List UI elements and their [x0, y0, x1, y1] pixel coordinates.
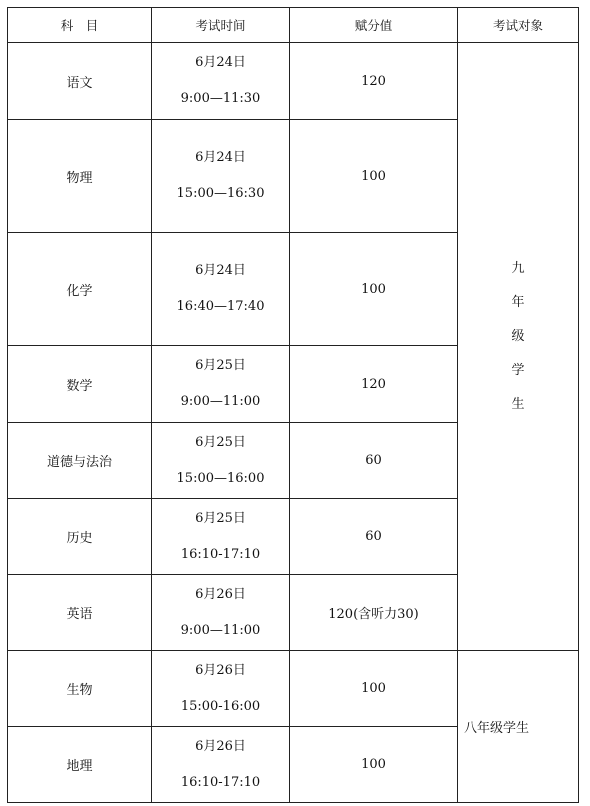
time-cell — [152, 651, 290, 727]
header-exam-time: 考试时间 — [152, 8, 290, 43]
score-cell: 100 — [290, 651, 458, 727]
exam-time: 15:00—16:00 — [176, 470, 265, 486]
exam-time: 16:40—17:40 — [176, 299, 265, 314]
time-cell — [152, 120, 290, 233]
subject-cell: 生物 — [8, 651, 152, 727]
score-cell: 60 — [290, 423, 458, 499]
table-row — [8, 43, 579, 120]
exam-date: 6月26日 — [195, 738, 246, 754]
score-cell: 100 — [290, 233, 458, 346]
target-cell-grade8: 八年级学生 — [458, 651, 579, 803]
subject-cell: 历史 — [8, 499, 152, 575]
exam-date: 6月25日 — [195, 434, 246, 450]
exam-time: 9:00—11:30 — [180, 91, 261, 106]
target-char: 学 — [511, 362, 525, 378]
exam-time: 9:00—11:00 — [180, 394, 261, 409]
score-cell: 100 — [290, 727, 458, 803]
header-row — [8, 8, 579, 43]
target-grade9-text — [511, 252, 524, 422]
subject-cell: 化学 — [8, 233, 152, 346]
exam-date: 6月26日 — [195, 662, 246, 678]
exam-time: 16:10-17:10 — [180, 546, 261, 562]
exam-date: 6月25日 — [195, 510, 246, 526]
subject-cell: 地理 — [8, 727, 152, 803]
subject-cell: 数学 — [8, 346, 152, 423]
exam-date: 6月25日 — [195, 358, 246, 373]
subject-cell: 道德与法治 — [8, 423, 152, 499]
score-cell: 100 — [290, 120, 458, 233]
time-cell — [152, 233, 290, 346]
time-cell — [152, 346, 290, 423]
score-cell: 120 — [290, 346, 458, 423]
header-target: 考试对象 — [458, 8, 579, 43]
exam-date: 6月24日 — [195, 150, 246, 165]
header-subject: 科 目 — [8, 8, 152, 43]
exam-time: 16:10-17:10 — [180, 774, 261, 790]
score-cell: 120 — [290, 43, 458, 120]
target-char: 年 — [511, 294, 525, 310]
subject-cell: 语文 — [8, 43, 152, 120]
target-cell-grade9 — [458, 43, 579, 651]
time-cell — [152, 575, 290, 651]
subject-cell: 英语 — [8, 575, 152, 651]
exam-date: 6月24日 — [195, 55, 246, 70]
table-row — [8, 651, 579, 727]
time-cell — [152, 727, 290, 803]
exam-date: 6月26日 — [195, 586, 246, 602]
exam-time: 9:00—11:00 — [180, 622, 261, 638]
score-cell: 120(含听力30) — [290, 575, 458, 651]
score-cell: 60 — [290, 499, 458, 575]
exam-time: 15:00—16:30 — [176, 186, 265, 201]
subject-cell: 物理 — [8, 120, 152, 233]
target-char: 九 — [511, 260, 525, 276]
target-char: 级 — [511, 328, 525, 344]
header-score: 赋分值 — [290, 8, 458, 43]
exam-time: 15:00-16:00 — [180, 698, 261, 714]
target-char: 生 — [511, 396, 525, 412]
time-cell — [152, 499, 290, 575]
time-cell — [152, 43, 290, 120]
exam-date: 6月24日 — [195, 263, 246, 278]
time-cell — [152, 423, 290, 499]
exam-schedule-table — [7, 7, 579, 803]
